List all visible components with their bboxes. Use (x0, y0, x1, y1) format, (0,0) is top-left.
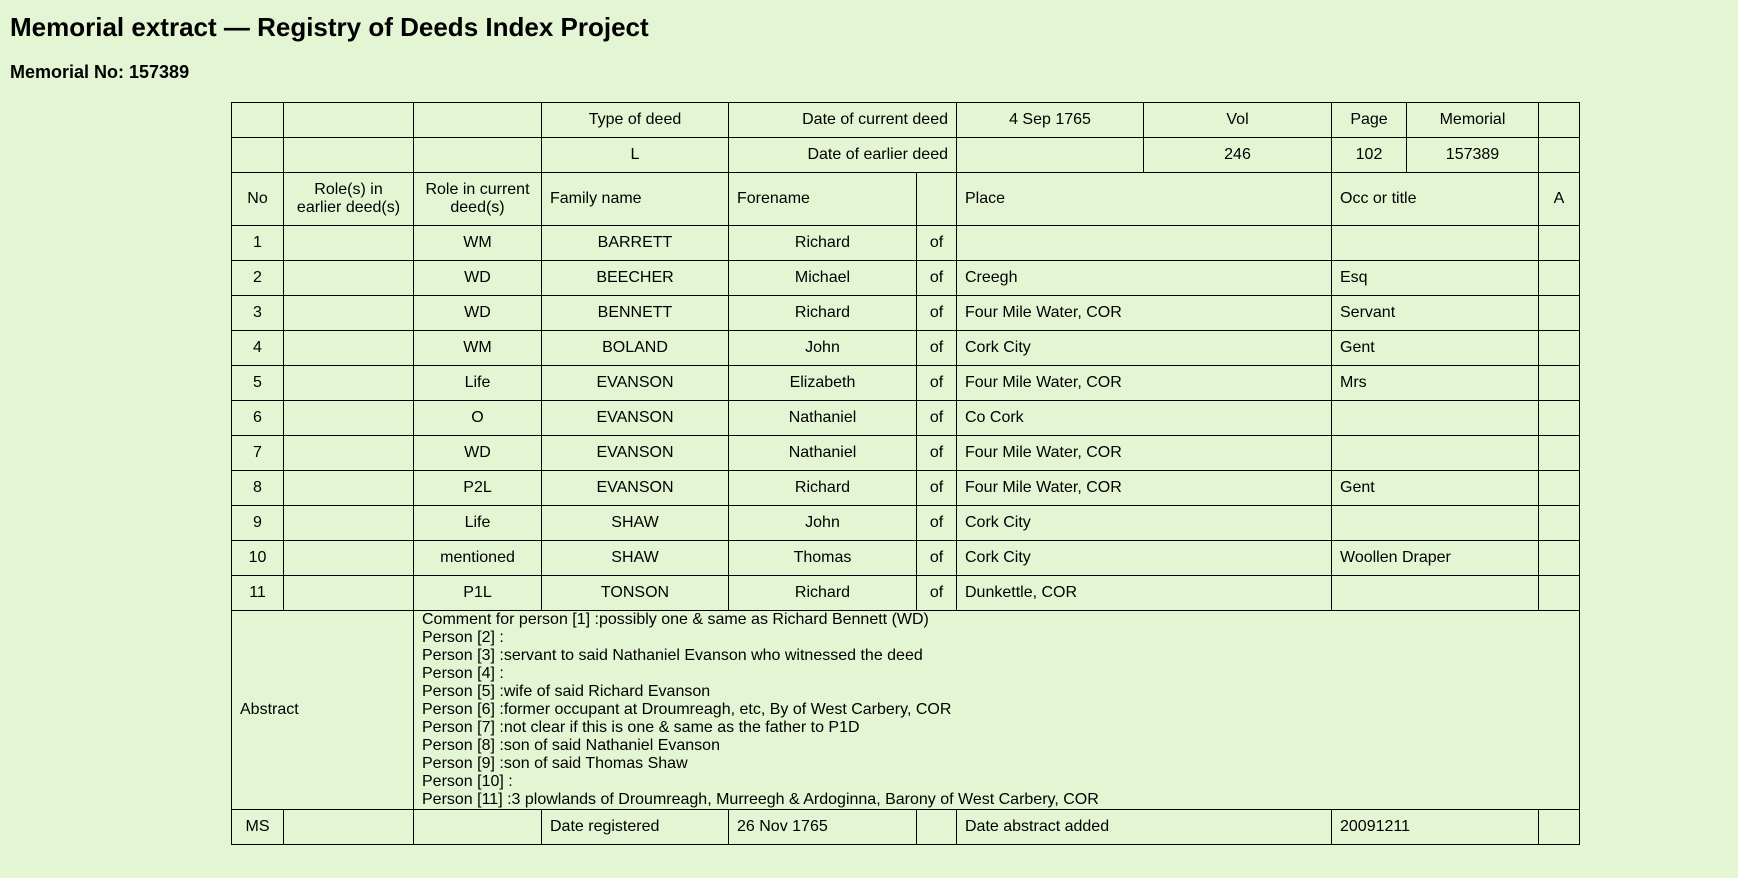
person-no: 3 (232, 296, 284, 331)
person-roles-earlier (284, 296, 414, 331)
person-occ (1332, 576, 1539, 611)
date-current-deed-value: 4 Sep 1765 (957, 103, 1144, 138)
vol-value: 246 (1144, 138, 1332, 173)
person-a (1539, 576, 1580, 611)
person-no: 1 (232, 226, 284, 261)
person-role: P1L (414, 576, 542, 611)
person-family-name: TONSON (542, 576, 729, 611)
type-of-deed-label: Type of deed (542, 103, 729, 138)
person-family-name: BEECHER (542, 261, 729, 296)
person-place: Co Cork (957, 401, 1332, 436)
person-forename: Thomas (729, 541, 917, 576)
person-occ (1332, 506, 1539, 541)
page-title: Memorial extract — Registry of Deeds Index Project (10, 12, 649, 42)
person-family-name: EVANSON (542, 471, 729, 506)
person-family-name: EVANSON (542, 436, 729, 471)
abstract-row (232, 611, 1580, 810)
person-occ (1332, 436, 1539, 471)
person-occ: Servant (1332, 296, 1539, 331)
person-place: Four Mile Water, COR (957, 436, 1332, 471)
person-forename: Richard (729, 576, 917, 611)
deed-info-row-1 (232, 103, 1580, 138)
person-of: of (917, 576, 957, 611)
person-role: WD (414, 296, 542, 331)
person-occ: Woollen Draper (1332, 541, 1539, 576)
person-no: 9 (232, 506, 284, 541)
empty-cell (232, 103, 284, 138)
person-family-name: EVANSON (542, 366, 729, 401)
person-a (1539, 506, 1580, 541)
table-row (232, 331, 1580, 366)
person-a (1539, 436, 1580, 471)
abstract-line: Person [4] : (422, 665, 504, 682)
table-row (232, 261, 1580, 296)
person-of: of (917, 506, 957, 541)
person-roles-earlier (284, 506, 414, 541)
person-of: of (917, 401, 957, 436)
person-roles-earlier (284, 541, 414, 576)
person-no: 4 (232, 331, 284, 366)
person-role: WD (414, 436, 542, 471)
table-row (232, 436, 1580, 471)
person-a (1539, 401, 1580, 436)
memorial-value: 157389 (1407, 138, 1539, 173)
abstract-line: Person [3] :servant to said Nathaniel Evanson who witnessed the deed (422, 647, 923, 664)
person-no: 6 (232, 401, 284, 436)
table-row (232, 366, 1580, 401)
person-place: Creegh (957, 261, 1332, 296)
page-value: 102 (1332, 138, 1407, 173)
person-place: Cork City (957, 331, 1332, 366)
empty-cell (284, 138, 414, 173)
person-no: 8 (232, 471, 284, 506)
table-row (232, 541, 1580, 576)
person-of: of (917, 471, 957, 506)
person-place: Four Mile Water, COR (957, 296, 1332, 331)
date-earlier-deed-label: Date of earlier deed (729, 138, 957, 173)
empty-cell (917, 810, 957, 845)
date-abstract-value: 20091211 (1332, 810, 1539, 845)
person-family-name: EVANSON (542, 401, 729, 436)
person-of: of (917, 261, 957, 296)
person-of: of (917, 436, 957, 471)
date-earlier-deed-value (957, 138, 1144, 173)
person-occ: Gent (1332, 471, 1539, 506)
vol-label: Vol (1144, 103, 1332, 138)
empty-cell (1539, 138, 1580, 173)
person-occ: Esq (1332, 261, 1539, 296)
person-roles-earlier (284, 331, 414, 366)
person-a (1539, 226, 1580, 261)
person-role: Life (414, 366, 542, 401)
date-current-deed-label: Date of current deed (729, 103, 957, 138)
person-place: Cork City (957, 506, 1332, 541)
table-row (232, 576, 1580, 611)
person-family-name: SHAW (542, 506, 729, 541)
abstract-line: Person [7] :not clear if this is one & same as the father to P1D (422, 719, 860, 736)
person-roles-earlier (284, 226, 414, 261)
person-role: O (414, 401, 542, 436)
person-role: mentioned (414, 541, 542, 576)
empty-cell (284, 810, 414, 845)
person-a (1539, 541, 1580, 576)
empty-cell (1539, 810, 1580, 845)
abstract-line: Person [10] : (422, 773, 513, 790)
abstract-line: Comment for person [1] :possibly one & same as Richard Bennett (WD) (422, 611, 929, 628)
col-header-place: Place (957, 173, 1332, 226)
person-place: Dunkettle, COR (957, 576, 1332, 611)
person-occ (1332, 401, 1539, 436)
col-header-family-name: Family name (542, 173, 729, 226)
footer-row (232, 810, 1580, 845)
person-place: Four Mile Water, COR (957, 471, 1332, 506)
person-no: 2 (232, 261, 284, 296)
date-abstract-label: Date abstract added (957, 810, 1332, 845)
person-place: Cork City (957, 541, 1332, 576)
person-forename: Michael (729, 261, 917, 296)
person-occ: Mrs (1332, 366, 1539, 401)
person-family-name: BOLAND (542, 331, 729, 366)
person-role: Life (414, 506, 542, 541)
memorial-table (231, 102, 1580, 845)
table-row (232, 401, 1580, 436)
memorial-number-heading: Memorial No: 157389 (10, 62, 190, 82)
person-role: WM (414, 331, 542, 366)
abstract-line: Person [5] :wife of said Richard Evanson (422, 683, 711, 700)
table-row (232, 296, 1580, 331)
col-header-occ: Occ or title (1332, 173, 1539, 226)
person-of: of (917, 366, 957, 401)
table-row (232, 226, 1580, 261)
person-forename: John (729, 506, 917, 541)
person-roles-earlier (284, 576, 414, 611)
person-role: WM (414, 226, 542, 261)
person-family-name: SHAW (542, 541, 729, 576)
person-roles-earlier (284, 401, 414, 436)
person-role: P2L (414, 471, 542, 506)
person-a (1539, 331, 1580, 366)
table-row (232, 506, 1580, 541)
person-family-name: BENNETT (542, 296, 729, 331)
person-no: 5 (232, 366, 284, 401)
person-no: 10 (232, 541, 284, 576)
abstract-line: Person [2] : (422, 629, 504, 646)
col-header-a: A (1539, 173, 1580, 226)
ms-label: MS (232, 810, 284, 845)
abstract-line: Person [11] :3 plowlands of Droumreagh, Murreegh & Ardoginna, Barony of West Carbery, COR (422, 791, 1099, 808)
person-forename: Nathaniel (729, 436, 917, 471)
empty-cell (414, 138, 542, 173)
person-a (1539, 261, 1580, 296)
person-forename: Richard (729, 226, 917, 261)
person-of: of (917, 331, 957, 366)
person-roles-earlier (284, 366, 414, 401)
person-roles-earlier (284, 471, 414, 506)
empty-cell (232, 138, 284, 173)
person-occ (1332, 226, 1539, 261)
page-label: Page (1332, 103, 1407, 138)
abstract-line: Person [9] :son of said Thomas Shaw (422, 755, 688, 772)
person-of: of (917, 541, 957, 576)
person-a (1539, 471, 1580, 506)
person-forename: Richard (729, 471, 917, 506)
table-row (232, 471, 1580, 506)
person-a (1539, 296, 1580, 331)
person-place (957, 226, 1332, 261)
person-forename: John (729, 331, 917, 366)
abstract-text (414, 611, 1580, 810)
memorial-label: Memorial (1407, 103, 1539, 138)
person-no: 11 (232, 576, 284, 611)
person-of: of (917, 296, 957, 331)
abstract-label: Abstract (232, 611, 414, 810)
col-header-role-current: Role in current deed(s) (414, 173, 542, 226)
abstract-line: Person [8] :son of said Nathaniel Evanson (422, 737, 720, 754)
col-header-no: No (232, 173, 284, 226)
empty-cell (414, 810, 542, 845)
col-header-roles-earlier: Role(s) in earlier deed(s) (284, 173, 414, 226)
empty-cell (284, 103, 414, 138)
person-roles-earlier (284, 436, 414, 471)
empty-cell (414, 103, 542, 138)
person-a (1539, 366, 1580, 401)
abstract-line: Person [6] :former occupant at Droumreagh, etc, By of West Carbery, COR (422, 701, 952, 718)
person-family-name: BARRETT (542, 226, 729, 261)
empty-cell (1539, 103, 1580, 138)
type-of-deed-value: L (542, 138, 729, 173)
person-place: Four Mile Water, COR (957, 366, 1332, 401)
person-forename: Nathaniel (729, 401, 917, 436)
person-no: 7 (232, 436, 284, 471)
col-header-forename: Forename (729, 173, 917, 226)
person-of: of (917, 226, 957, 261)
person-role: WD (414, 261, 542, 296)
col-header-of (917, 173, 957, 226)
column-header-row (232, 173, 1580, 226)
person-occ: Gent (1332, 331, 1539, 366)
person-forename: Elizabeth (729, 366, 917, 401)
deed-info-row-2 (232, 138, 1580, 173)
date-registered-value: 26 Nov 1765 (729, 810, 917, 845)
person-forename: Richard (729, 296, 917, 331)
person-roles-earlier (284, 261, 414, 296)
date-registered-label: Date registered (542, 810, 729, 845)
